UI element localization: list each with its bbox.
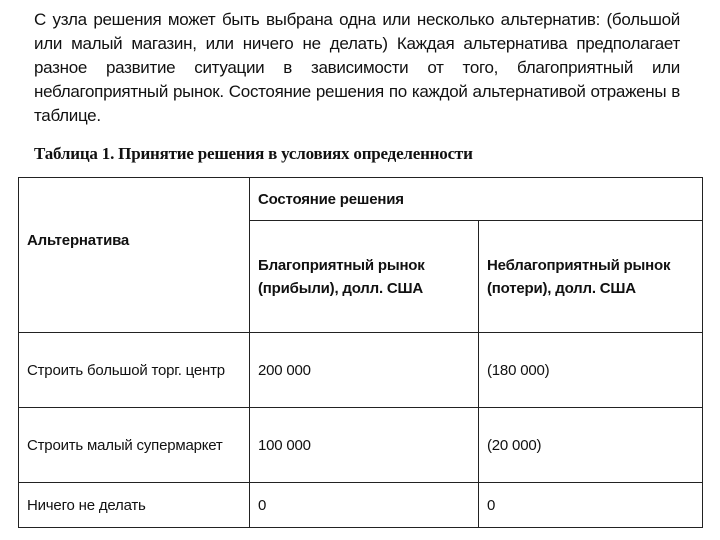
table-row (19, 483, 703, 528)
header-alternative: Альтернатива (19, 178, 250, 333)
intro-text: С узла решения может быть выбрана одна или несколько альтернатив: (большой или малый магазин, или ничего не делать) Каждая альтернатива предполагает разное развитие ситуации в зависимости от того, благоприятный или неблагоприятный рынок. Состояние решения по каждой альтернативой отражены в таблице. (34, 10, 680, 125)
alternative-cell: Ничего не делать (19, 483, 250, 528)
header-unfavorable: Неблагоприятный рынок (потери), долл. США (479, 221, 703, 333)
unfavorable-cell: (180 000) (479, 333, 703, 408)
favorable-cell: 0 (250, 483, 479, 528)
header-favorable: Благоприятный рынок (прибыли), долл. США (250, 221, 479, 333)
unfavorable-cell: (20 000) (479, 408, 703, 483)
table-caption: Таблица 1. Принятие решения в условиях определенности (34, 144, 473, 163)
alternative-cell: Строить малый супермаркет (19, 408, 250, 483)
table-row (19, 333, 703, 408)
header-state: Состояние решения (250, 178, 703, 221)
table-header-row (19, 178, 703, 221)
table-row (19, 408, 703, 483)
favorable-cell: 100 000 (250, 408, 479, 483)
intro-paragraph (34, 8, 680, 128)
alternative-cell: Строить большой торг. центр (19, 333, 250, 408)
unfavorable-cell: 0 (479, 483, 703, 528)
decision-table (18, 177, 703, 528)
favorable-cell: 200 000 (250, 333, 479, 408)
